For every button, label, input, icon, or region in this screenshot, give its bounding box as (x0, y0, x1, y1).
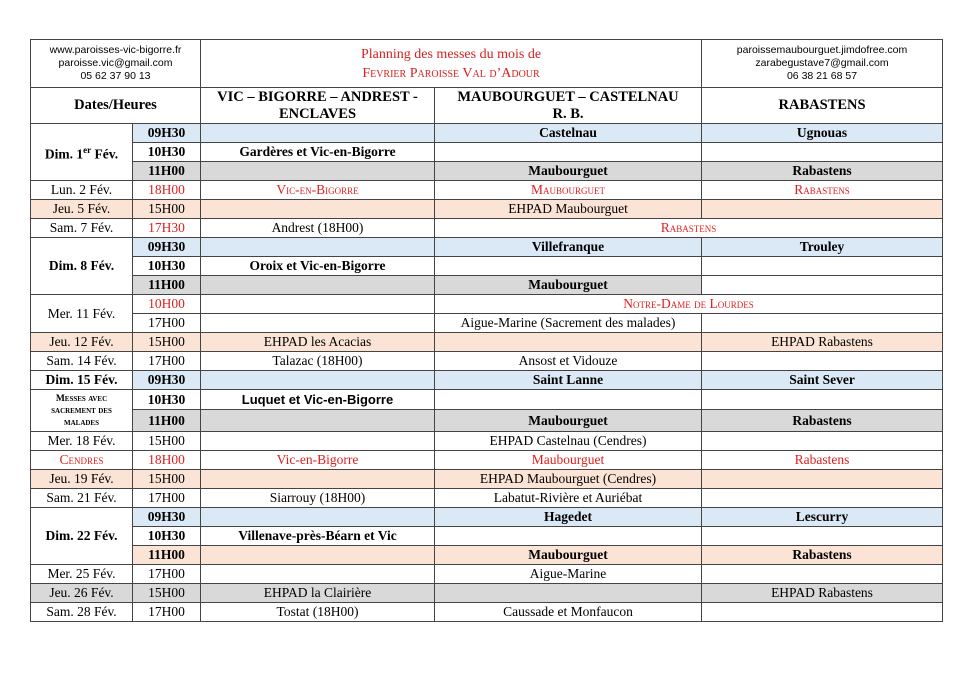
vic-cell (201, 124, 435, 143)
table-row (31, 143, 943, 162)
vic-cell: Vic-en-Bigorre (201, 181, 435, 200)
title-line-2: Fevrier Paroisse Val d’Adour (362, 65, 540, 81)
table-row (31, 124, 943, 143)
time-cell: 15H00 (133, 584, 201, 603)
time-cell: 09H30 (133, 238, 201, 257)
date-cell: Mer. 18 Fév. (31, 432, 133, 451)
mau-cell: Caussade et Monfaucon (435, 603, 702, 622)
header-contact-maubourguet (702, 40, 943, 88)
mau-cell: Hagedet (435, 508, 702, 527)
table-row (31, 219, 943, 238)
mau-cell (435, 390, 702, 410)
vic-cell (201, 432, 435, 451)
mau-rab-cell: Notre-Dame de Lourdes (435, 295, 943, 314)
title-line-1: Planning des messes du mois de (360, 46, 542, 62)
rab-cell (702, 527, 943, 546)
time-cell: 15H00 (133, 432, 201, 451)
note-line-2: sacrement des (51, 405, 112, 416)
rab-cell (702, 470, 943, 489)
time-cell: 11H00 (133, 276, 201, 295)
rab-cell (702, 276, 943, 295)
date-cell: Dim. 15 Fév. (31, 371, 133, 390)
time-cell: 11H00 (133, 410, 201, 432)
table-row (31, 352, 943, 371)
mau-cell: Ansost et Vidouze (435, 352, 702, 371)
vic-cell (201, 410, 435, 432)
date-sup: er (83, 144, 92, 155)
mau-cell (435, 333, 702, 352)
vic-cell (201, 295, 435, 314)
rab-cell (702, 314, 943, 333)
website-link[interactable]: www.paroisses-vic-bigorre.fr (49, 44, 182, 56)
vic-cell (201, 200, 435, 219)
time-cell: 10H30 (133, 527, 201, 546)
mau-cell (435, 527, 702, 546)
table-row (31, 257, 943, 276)
rab-cell: Lescurry (702, 508, 943, 527)
phone-number-2: 06 38 21 68 57 (786, 70, 858, 82)
table-row (31, 584, 943, 603)
date-cell: Lun. 2 Fév. (31, 181, 133, 200)
time-cell: 15H00 (133, 200, 201, 219)
vic-cell: Vic-en-Bigorre (201, 451, 435, 470)
table-row (31, 371, 943, 390)
time-cell: 10H00 (133, 295, 201, 314)
time-cell: 11H00 (133, 546, 201, 565)
table-row (31, 181, 943, 200)
table-row (31, 200, 943, 219)
mau-cell: Maubourguet (435, 410, 702, 432)
note-line-3: malades (63, 417, 99, 428)
vic-cell: Tostat (18H00) (201, 603, 435, 622)
col-mau-line1: MAUBOURGUET – CASTELNAU (457, 88, 679, 105)
column-header-row (31, 88, 943, 124)
rab-cell (702, 257, 943, 276)
time-cell: 09H30 (133, 371, 201, 390)
table-row (31, 410, 943, 432)
table-row (31, 470, 943, 489)
time-cell: 09H30 (133, 124, 201, 143)
date-cell: Sam. 21 Fév. (31, 489, 133, 508)
vic-cell: Gardères et Vic-en-Bigorre (201, 143, 435, 162)
time-cell: 17H00 (133, 314, 201, 333)
time-cell: 15H00 (133, 333, 201, 352)
vic-cell: Oroix et Vic-en-Bigorre (201, 257, 435, 276)
table-row (31, 546, 943, 565)
rab-cell: Rabastens (702, 162, 943, 181)
rab-cell (702, 489, 943, 508)
date-cell: Dim. 1er Fév. (31, 124, 133, 181)
rab-cell (702, 143, 943, 162)
col-maubourguet (435, 88, 702, 124)
header-contact-vic (31, 40, 201, 88)
time-cell: 17H00 (133, 565, 201, 584)
table-row (31, 162, 943, 181)
time-cell: 10H30 (133, 257, 201, 276)
email-link[interactable]: paroisse.vic@gmail.com (58, 57, 173, 69)
date-cell: Jeu. 26 Fév. (31, 584, 133, 603)
table-row (31, 314, 943, 333)
time-cell: 09H30 (133, 508, 201, 527)
table-row (31, 333, 943, 352)
vic-cell: Siarrouy (18H00) (201, 489, 435, 508)
time-cell: 18H00 (133, 451, 201, 470)
email-link-2[interactable]: zarabegustave7@gmail.com (755, 57, 889, 69)
mau-cell: Labatut-Rivière et Auriébat (435, 489, 702, 508)
date-cell: Jeu. 5 Fév. (31, 200, 133, 219)
vic-cell: EHPAD la Clairière (201, 584, 435, 603)
time-cell: 17H00 (133, 603, 201, 622)
header-row (31, 40, 943, 88)
vic-cell: Luquet et Vic-en-Bigorre (201, 390, 435, 410)
time-cell: 17H00 (133, 352, 201, 371)
mass-schedule-table (30, 39, 943, 622)
phone-number: 05 62 37 90 13 (80, 70, 151, 82)
vic-cell: Andrest (18H00) (201, 219, 435, 238)
mau-cell (435, 584, 702, 603)
mau-cell: Aigue-Marine (Sacrement des malades) (435, 314, 702, 333)
date-cell: Dim. 8 Fév. (31, 238, 133, 295)
table-row (31, 489, 943, 508)
rab-cell: EHPAD Rabastens (702, 584, 943, 603)
time-cell: 17H00 (133, 489, 201, 508)
vic-cell (201, 162, 435, 181)
date-cell: Jeu. 19 Fév. (31, 470, 133, 489)
rab-cell (702, 352, 943, 371)
col-mau-line2: R. B. (552, 105, 584, 122)
rab-cell (702, 603, 943, 622)
rab-cell: Ugnouas (702, 124, 943, 143)
vic-cell (201, 238, 435, 257)
vic-cell (201, 314, 435, 333)
rab-cell: Rabastens (702, 546, 943, 565)
mau-cell: Maubourguet (435, 162, 702, 181)
mau-cell: Villefranque (435, 238, 702, 257)
date-cell: Mer. 11 Fév. (31, 295, 133, 333)
col-vic-line2: ENCLAVES (278, 105, 357, 122)
page-title (201, 40, 702, 88)
mau-rab-cell: Rabastens (435, 219, 943, 238)
rab-cell: EHPAD Rabastens (702, 333, 943, 352)
rab-cell (702, 432, 943, 451)
mau-cell: EHPAD Castelnau (Cendres) (435, 432, 702, 451)
table-row (31, 295, 943, 314)
mau-cell: Saint Lanne (435, 371, 702, 390)
time-cell: 18H00 (133, 181, 201, 200)
table-row (31, 603, 943, 622)
date-cell: Sam. 28 Fév. (31, 603, 133, 622)
date-cell: Sam. 7 Fév. (31, 219, 133, 238)
time-cell: 10H30 (133, 143, 201, 162)
mau-cell: Maubourguet (435, 276, 702, 295)
mau-cell: Aigue-Marine (435, 565, 702, 584)
mau-cell: Maubourguet (435, 546, 702, 565)
vic-cell (201, 470, 435, 489)
mau-cell: EHPAD Maubourguet (435, 200, 702, 219)
date-cell: Dim. 22 Fév. (31, 508, 133, 565)
website-link-2[interactable]: paroissemaubourguet.jimdofree.com (736, 44, 908, 56)
vic-cell (201, 276, 435, 295)
date-cell: Jeu. 12 Fév. (31, 333, 133, 352)
col-rabastens: RABASTENS (702, 88, 943, 124)
table-row (31, 565, 943, 584)
col-vic (201, 88, 435, 124)
time-cell: 15H00 (133, 470, 201, 489)
date-cell: Sam. 14 Fév. (31, 352, 133, 371)
date-cell: Mer. 25 Fév. (31, 565, 133, 584)
table-row (31, 508, 943, 527)
time-cell: 17H30 (133, 219, 201, 238)
vic-cell: Villenave-près-Béarn et Vic (201, 527, 435, 546)
vic-cell: Talazac (18H00) (201, 352, 435, 371)
table-row (31, 276, 943, 295)
rab-cell: Rabastens (702, 181, 943, 200)
note-line-1: Messes avec (55, 393, 108, 404)
mau-cell: Maubourguet (435, 181, 702, 200)
vic-cell: EHPAD les Acacias (201, 333, 435, 352)
mau-cell: Castelnau (435, 124, 702, 143)
time-cell: 11H00 (133, 162, 201, 181)
mau-cell: EHPAD Maubourguet (Cendres) (435, 470, 702, 489)
date-note: Cendres (31, 451, 133, 470)
table-row (31, 390, 943, 410)
col-vic-line1: VIC – BIGORRE – ANDREST - (217, 88, 418, 105)
rab-cell (702, 200, 943, 219)
vic-cell (201, 565, 435, 584)
col-dates: Dates/Heures (31, 88, 201, 124)
vic-cell (201, 546, 435, 565)
date-end: Fév. (91, 146, 119, 162)
time-cell: 10H30 (133, 390, 201, 410)
table-row (31, 451, 943, 470)
mau-cell (435, 143, 702, 162)
mau-cell (435, 257, 702, 276)
date-note (31, 390, 133, 432)
rab-cell (702, 390, 943, 410)
vic-cell (201, 508, 435, 527)
rab-cell: Saint Sever (702, 371, 943, 390)
table-row (31, 432, 943, 451)
rab-cell: Rabastens (702, 410, 943, 432)
rab-cell (702, 565, 943, 584)
mau-cell: Maubourguet (435, 451, 702, 470)
table-row (31, 238, 943, 257)
table-row (31, 527, 943, 546)
rab-cell: Trouley (702, 238, 943, 257)
rab-cell: Rabastens (702, 451, 943, 470)
vic-cell (201, 371, 435, 390)
